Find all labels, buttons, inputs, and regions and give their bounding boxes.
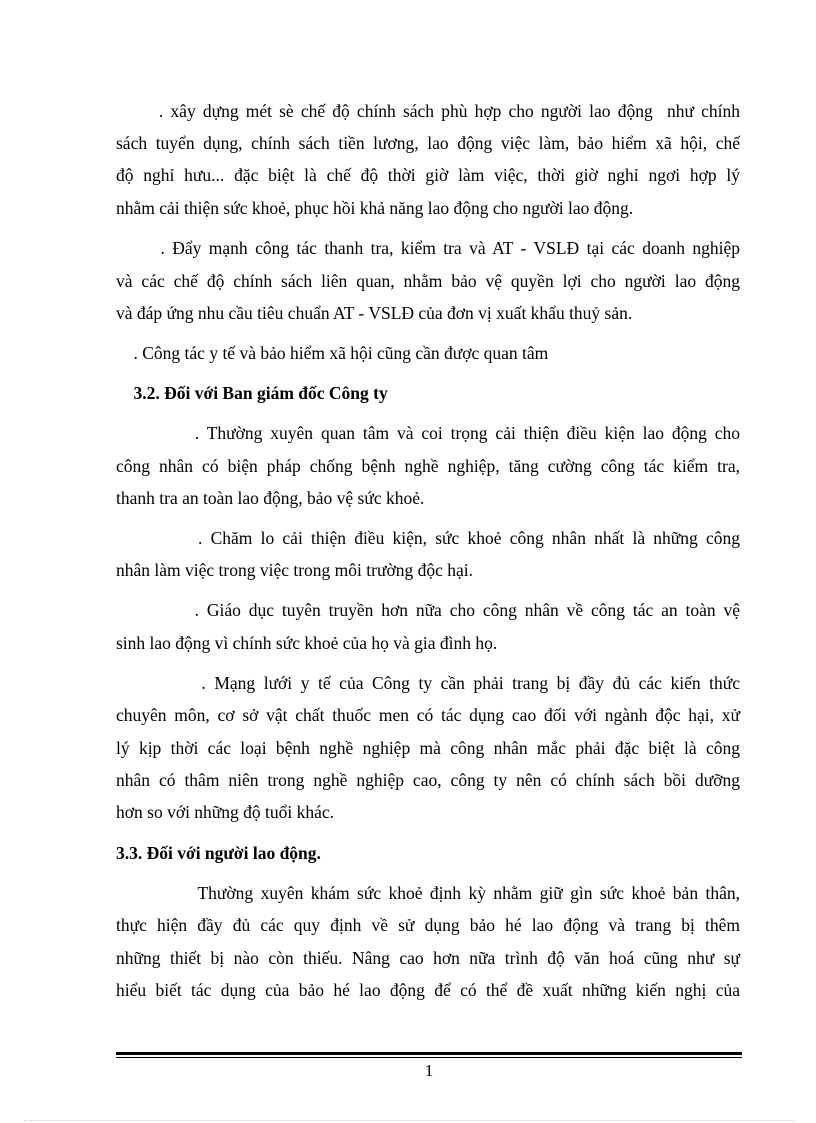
- paragraph-2-line-3: và đáp ứng nhu cầu tiêu chuẩn AT - VSLĐ của đơn vị xuất khẩu thuỷ sản.: [116, 303, 633, 323]
- paragraph-5-line-2: nhân làm việc trong việc trong môi trường độc hại.: [116, 560, 473, 580]
- paragraph-8-line-4: hiểu biết tác dụng của bảo hé lao động để có thể đề xuất những kiến nghị của: [116, 980, 740, 1000]
- paragraph-7-line-4: nhân có thâm niên trong nghề nghiệp cao, công ty nên có chính sách bồi dưỡng: [116, 770, 740, 790]
- paragraph-7-line-3: lý kịp thời các loại bệnh nghề nghiệp mà công nhân mắc phải đặc biệt là công: [116, 738, 740, 758]
- paragraph-1-line-3: độ nghỉ hưu... đặc biệt là chế độ thời giờ làm việc, thời giờ nghỉ ngơi hợp lý: [116, 165, 740, 185]
- footer-rule-thick: [116, 1052, 742, 1055]
- paragraph-2-line-2: và các chế độ chính sách liên quan, nhằm bảo vệ quyền lợi cho người lao động: [116, 271, 740, 291]
- paragraph-7-line-1: . Mạng lưới y tế của Công ty cần phải trang bị đầy đủ các kiến thức: [116, 673, 740, 693]
- paragraph-5-line-1: . Chăm lo cải thiện điều kiện, sức khoẻ công nhân nhất là những công: [116, 528, 741, 548]
- paragraph-7-line-2: chuyên môn, cơ sở vật chất thuốc men có tác dụng cao đối với ngành độc hại, xử: [116, 705, 740, 725]
- paragraph-8-line-2: thực hiện đầy đủ các quy định về sử dụng bảo hé lao động và trang bị thêm: [116, 915, 740, 935]
- paragraph-1-line-4: nhằm cải thiện sức khoẻ, phục hồi khả năng lao động cho người lao động.: [116, 198, 634, 218]
- paragraph-3-line-1: . Công tác y tế và bảo hiểm xã hội cũng cần được quan tâm: [116, 343, 549, 363]
- page-number: 1: [424, 1061, 434, 1080]
- paragraph-6-line-1: . Giáo dục tuyên truyền hơn nữa cho công nhân về công tác an toàn vệ: [116, 600, 740, 620]
- paragraph-4-line-3: thanh tra an toàn lao động, bảo vệ sức khoẻ.: [116, 488, 425, 508]
- paragraph-8-line-1: Thường xuyên khám sức khoẻ định kỳ nhằm giữ gìn sức khoẻ bản thân,: [116, 883, 740, 903]
- section-heading-3-2: 3.2. Đối với Ban giám đốc Công ty: [116, 383, 388, 403]
- paragraph-4-line-1: . Thường xuyên quan tâm và coi trọng cải thiện điều kiện lao động cho: [116, 423, 740, 443]
- section-heading-3-3: 3.3. Đối với người lao động.: [116, 843, 321, 863]
- paragraph-8-line-3: những thiết bị nào còn thiếu. Nâng cao hơn nữa trình độ văn hoá cũng như sự: [116, 948, 740, 968]
- paragraph-7-line-5: hơn so với những độ tuổi khác.: [116, 802, 335, 822]
- paragraph-6-line-2: sinh lao động vì chính sức khoẻ của họ và gia đình họ.: [116, 633, 498, 653]
- paragraph-1-line-1: . xây dựng mét sè chế độ chính sách phù hợp cho người lao động như chính: [116, 101, 741, 121]
- paragraph-4-line-2: công nhân có biện pháp chống bệnh nghề nghiệp, tăng cường công tác kiểm tra,: [116, 456, 740, 476]
- paragraph-2-line-1: . Đẩy mạnh công tác thanh tra, kiểm tra và AT - VSLĐ tại các doanh nghiệp: [116, 238, 740, 258]
- page-bottom-edge: [24, 1120, 794, 1121]
- footer-rule-thin: [116, 1057, 742, 1058]
- paragraph-1-line-2: sách tuyển dụng, chính sách tiền lương, lao động việc làm, bảo hiểm xã hội, chế: [116, 133, 740, 153]
